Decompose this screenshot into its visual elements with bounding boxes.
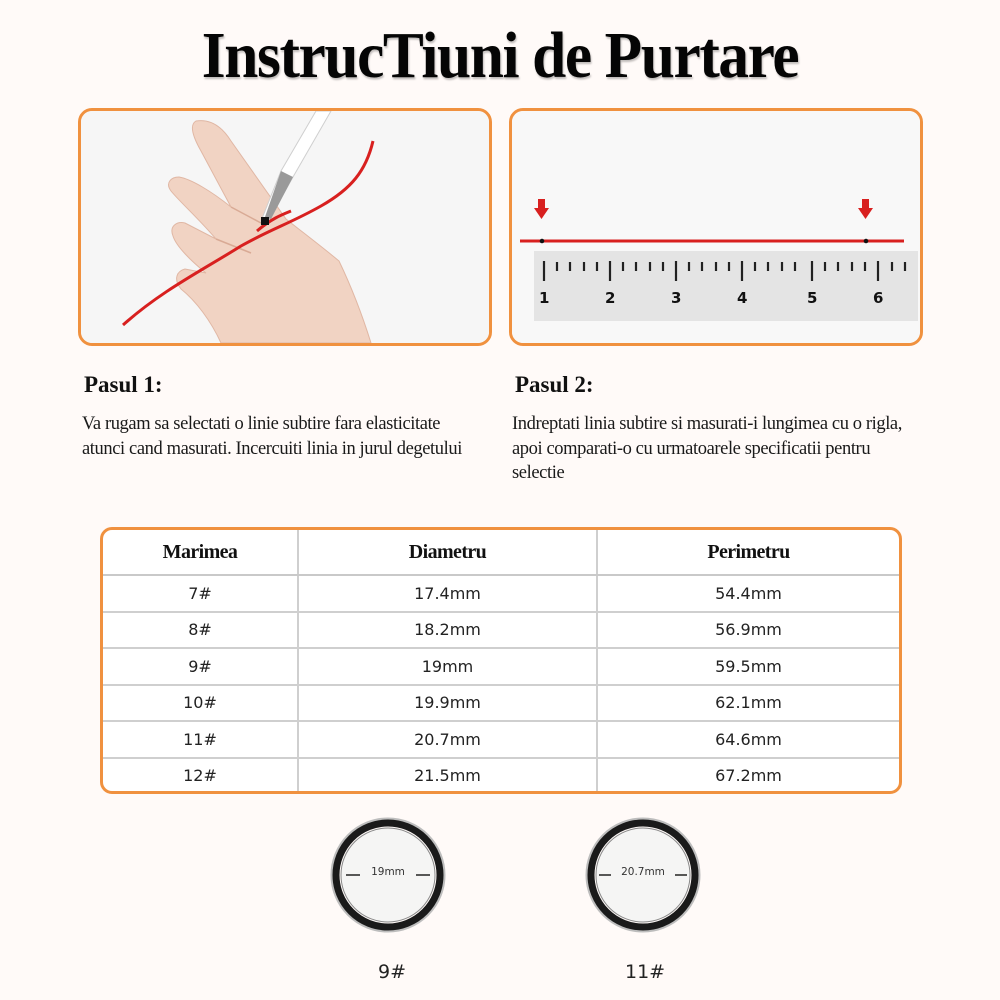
hand-thread-icon	[81, 111, 489, 343]
cell-perimeter: 54.4mm	[597, 575, 899, 612]
ruler-label: 5	[807, 289, 818, 307]
ring-diameter-label: 20.7mm	[621, 866, 665, 878]
table-row	[103, 758, 899, 794]
step1-title: Pasul 1:	[84, 372, 163, 397]
step1-description: Va rugam sa selectati o linie subtire fara elasticitate atunci cand masurati. Incercuiti linia in jurul degetului	[82, 414, 462, 459]
page-title: InstrucTiuni de Purtare	[201, 19, 799, 92]
header-size: Marimea	[103, 530, 298, 575]
table-row	[103, 648, 899, 685]
cell-size: 7#	[103, 575, 298, 612]
table-row	[103, 685, 899, 722]
cell-diameter: 21.5mm	[298, 758, 597, 794]
ring-size-label: 9#	[378, 961, 407, 983]
cell-perimeter: 59.5mm	[597, 648, 899, 685]
step1-illustration	[78, 108, 492, 346]
ruler-label: 3	[671, 289, 682, 307]
cell-diameter: 19mm	[298, 648, 597, 685]
cell-diameter: 18.2mm	[298, 612, 597, 649]
cell-perimeter: 67.2mm	[597, 758, 899, 794]
table-row	[103, 721, 899, 758]
cell-size: 11#	[103, 721, 298, 758]
table-row	[103, 575, 899, 612]
ruler-label: 4	[737, 289, 748, 307]
cell-perimeter: 56.9mm	[597, 612, 899, 649]
ruler-label: 2	[605, 289, 616, 307]
ring-size-label: 11#	[625, 961, 666, 983]
cell-perimeter: 62.1mm	[597, 685, 899, 722]
header-perimeter: Perimetru	[597, 530, 899, 575]
cell-size: 12#	[183, 766, 217, 786]
cell-diameter: 20.7mm	[298, 721, 597, 758]
ring-illustration-9	[328, 815, 448, 935]
ring-illustration-11	[583, 815, 703, 935]
cell-size: 9#	[103, 648, 298, 685]
ring-diameter-label: 19mm	[371, 866, 405, 878]
cell-perimeter: 64.6mm	[597, 721, 899, 758]
ruler-label: 6	[873, 289, 884, 307]
table-row	[103, 612, 899, 649]
cell-size: 10#	[103, 685, 298, 722]
cell-diameter: 17.4mm	[298, 575, 597, 612]
header-diameter: Diametru	[298, 530, 597, 575]
table-header-row	[103, 530, 899, 575]
ruler-labels	[512, 289, 920, 313]
size-table-grid	[103, 530, 899, 793]
step2-title: Pasul 2:	[515, 372, 594, 397]
cell-diameter: 19.9mm	[298, 685, 597, 722]
size-table	[100, 527, 902, 794]
cell-size: 8#	[103, 612, 298, 649]
step2-illustration	[509, 108, 923, 346]
ruler-label: 1	[539, 289, 550, 307]
step2-description: Indreptati linia subtire si masurati-i lungimea cu o rigla, apoi comparati-o cu urmatoarele specificatii pentru selectie	[512, 414, 902, 483]
